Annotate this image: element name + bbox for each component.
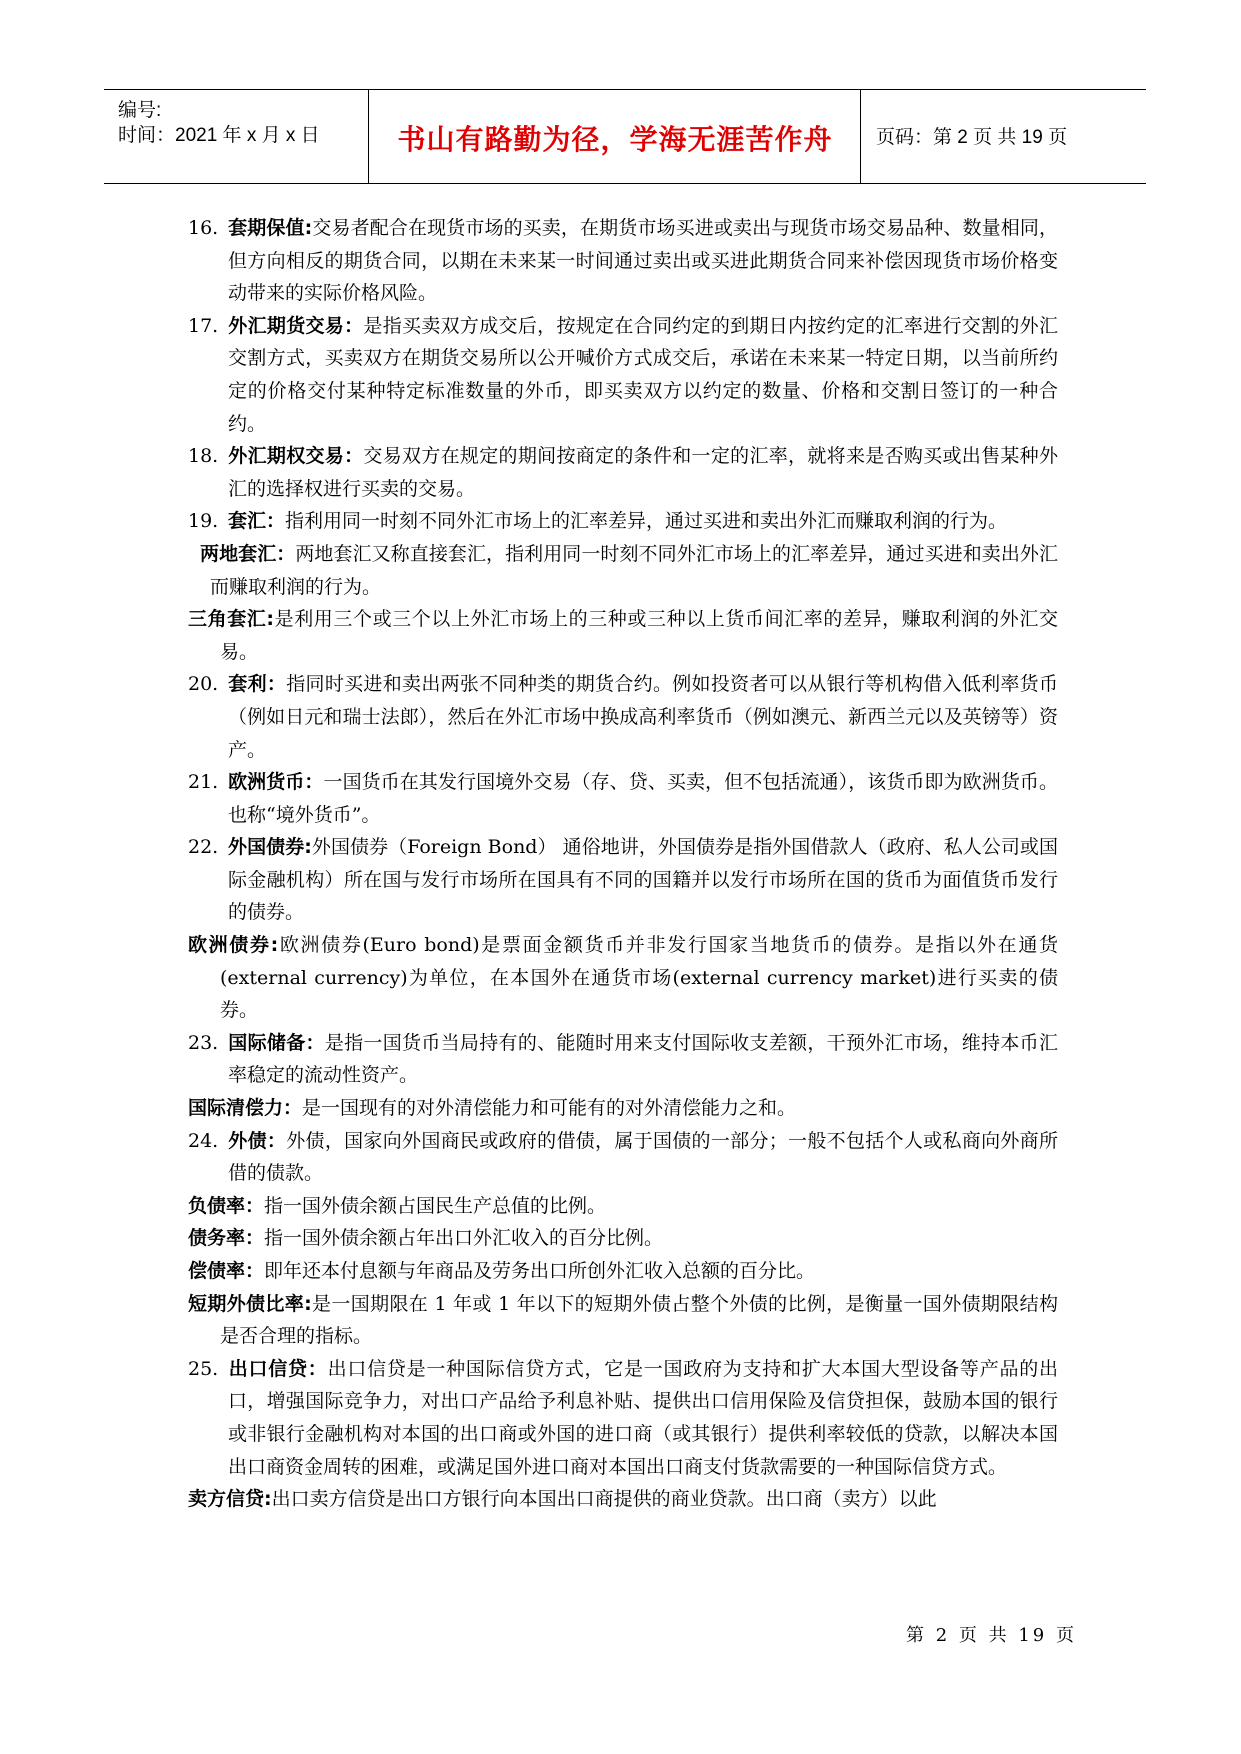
- entry-number: 17.: [188, 314, 219, 337]
- entry-number: 23.: [188, 1031, 219, 1054]
- header-divider: [368, 90, 369, 183]
- glossary-entry: [188, 1125, 1058, 1190]
- entry-definition: 是一国期限在 1 年或 1 年以下的短期外债占整个外债的比例，是衡量一国外债期限结构是否合理的指标。: [220, 1292, 1058, 1348]
- glossary-entry: [188, 766, 1058, 831]
- entry-definition: 出口卖方信贷是出口方银行向本国出口商提供的商业贷款。出口商（卖方）以此: [271, 1488, 937, 1511]
- glossary-entry: [188, 668, 1058, 766]
- entry-term: 外汇期权交易：: [228, 445, 364, 468]
- entry-term: 卖方信贷:: [188, 1488, 272, 1511]
- entry-definition: 欧洲债券(Euro bond)是票面金额货币并非发行国家当地货币的债券。是指以外在通货(external currency)为单位，在本国外在通货市场(external currency market)进行买卖的债券。: [220, 934, 1058, 1022]
- glossary-entry: [188, 1288, 1058, 1353]
- entry-definition: 交易双方在规定的期间按商定的条件和一定的汇率，就将来是否购买或出售某种外汇的选择权进行买卖的交易。: [228, 445, 1058, 500]
- entry-term: 三角套汇:: [188, 608, 274, 631]
- entry-term: 欧洲债券:: [188, 934, 279, 957]
- glossary-entry: [188, 538, 1058, 603]
- entry-definition: 外债，国家向外国商民或政府的借债，属于国债的一部分；一般不包括个人或私商向外商所借的债款。: [228, 1129, 1058, 1185]
- glossary-entry: [188, 212, 1058, 310]
- entry-definition: 出口信贷是一种国际信贷方式，它是一国政府为支持和扩大本国大型设备等产品的出口，增强国际竞争力，对出口产品给予利息补贴、提供出口信用保险及信贷担保，鼓励本国的银行或非银行金融机构对本国的出口商或外国的进口商（或其银行）提供利率较低的贷款，以解决本国出口商资金周转的困难，或满足国外进口商对本国出口商支付货款需要的一种国际信贷方式。: [228, 1357, 1058, 1478]
- entry-number: 20.: [188, 673, 219, 696]
- entry-definition: 是一国现有的对外清偿能力和可能有的对外清偿能力之和。: [302, 1097, 797, 1120]
- page-footer: 第 2 页 共 19 页: [906, 1625, 1077, 1646]
- entry-term: 短期外债比率:: [188, 1292, 312, 1315]
- entry-term: 套期保值:: [228, 217, 313, 239]
- page-header: [104, 89, 1146, 184]
- glossary-entry: [188, 831, 1058, 929]
- entry-term: 债务率：: [188, 1227, 265, 1250]
- header-divider: [860, 90, 861, 183]
- time-label: 时间：2021 年 x 月 x 日: [118, 125, 320, 146]
- glossary-entry: [188, 310, 1058, 440]
- glossary-entry: [188, 1255, 1058, 1288]
- entry-term: 外汇期货交易：: [228, 314, 364, 337]
- entry-definition: 指一国外债余额占国民生产总值的比例。: [264, 1194, 607, 1217]
- number-label: 编号:: [118, 100, 162, 121]
- entry-definition: 交易者配合在现货市场的买卖，在期货市场买进或卖出与现货市场交易品种、数量相同，但方向相反的期货合同，以期在未来某一时间通过卖出或买进此期货合同来补偿因现货市场价格变动带来的实际价格风险。: [228, 217, 1058, 305]
- entry-term: 外国债券:: [228, 836, 312, 859]
- entry-definition: 两地套汇又称直接套汇，指利用同一时刻不同外汇市场上的汇率差异，通过买进和卖出外汇而赚取利润的行为。: [210, 542, 1058, 598]
- entry-number: 16.: [188, 217, 219, 239]
- entry-number: 25.: [188, 1357, 219, 1380]
- entry-definition: 指同时买进和卖出两张不同种类的期货合约。例如投资者可以从银行等机构借入低利率货币（例如日元和瑞士法郎），然后在外汇市场中换成高利率货币（例如澳元、新西兰元以及英镑等）资产。: [228, 673, 1058, 761]
- glossary-entry: [188, 1190, 1058, 1223]
- entry-term: 外债：: [228, 1129, 287, 1152]
- header-meta: [118, 90, 368, 183]
- glossary-entry: [188, 1027, 1058, 1092]
- entry-definition: 指一国外债余额占年出口外汇收入的百分比例。: [264, 1227, 664, 1250]
- entry-term: 出口信贷：: [228, 1357, 328, 1380]
- entry-term: 欧洲货币：: [228, 771, 324, 794]
- entry-number: 21.: [188, 771, 219, 794]
- entry-number: 19.: [188, 510, 219, 533]
- entry-number: 18.: [188, 445, 219, 468]
- header-motto: 书山有路勤为径，学海无涯苦作舟: [397, 123, 833, 156]
- entry-term: 国际清偿力：: [188, 1097, 303, 1120]
- entry-term: 套汇：: [228, 510, 286, 533]
- entry-definition: 是指买卖双方成交后，按规定在合同约定的到期日内按约定的汇率进行交割的外汇交割方式，买卖双方在期货交易所以公开喊价方式成交后，承诺在未来某一特定日期，以当前所约定的价格交付某种特定标准数量的外币，即买卖双方以约定的数量、价格和交割日签订的一种合约。: [228, 314, 1058, 435]
- entry-number: 24.: [188, 1129, 219, 1152]
- entry-definition: 即年还本付息额与年商品及劳务出口所创外汇收入总额的百分比。: [264, 1260, 816, 1282]
- glossary-entry: [188, 505, 1058, 538]
- entry-term: 偿债率：: [188, 1260, 265, 1282]
- entry-term: 国际储备：: [228, 1031, 325, 1054]
- entry-term: 两地套汇：: [200, 542, 296, 565]
- entry-term: 套利：: [228, 673, 287, 696]
- glossary-entry: [188, 929, 1058, 1027]
- glossary-entry: [188, 440, 1058, 505]
- entry-definition: 是指一国货币当局持有的、能随时用来支付国际收支差额，干预外汇市场，维持本币汇率稳定的流动性资产。: [228, 1031, 1058, 1087]
- entry-definition: 是利用三个或三个以上外汇市场上的三种或三种以上货币间汇率的差异，赚取利润的外汇交易。: [220, 608, 1058, 663]
- entry-number: 22.: [188, 836, 219, 859]
- header-page-number: 页码：第 2 页 共 19 页: [876, 127, 1068, 148]
- glossary-content: [188, 212, 1058, 1516]
- entry-term: 负债率：: [188, 1194, 265, 1217]
- entry-definition: 一国货币在其发行国境外交易（存、贷、买卖，但不包括流通），该货币即为欧洲货币。也称“境外货币”。: [228, 771, 1058, 826]
- glossary-entry: [188, 1222, 1058, 1255]
- glossary-entry: [188, 1483, 1058, 1516]
- glossary-entry: [188, 1353, 1058, 1483]
- glossary-entry: [188, 1092, 1058, 1125]
- glossary-entry: [188, 603, 1058, 668]
- entry-definition: 指利用同一时刻不同外汇市场上的汇率差异，通过买进和卖出外汇而赚取利润的行为。: [285, 510, 1008, 533]
- entry-definition: 外国债券（Foreign Bond） 通俗地讲，外国债券是指外国借款人（政府、私人公司或国际金融机构）所在国与发行市场所在国具有不同的国籍并以发行市场所在国的货币为面值货币发行的债券。: [228, 836, 1058, 924]
